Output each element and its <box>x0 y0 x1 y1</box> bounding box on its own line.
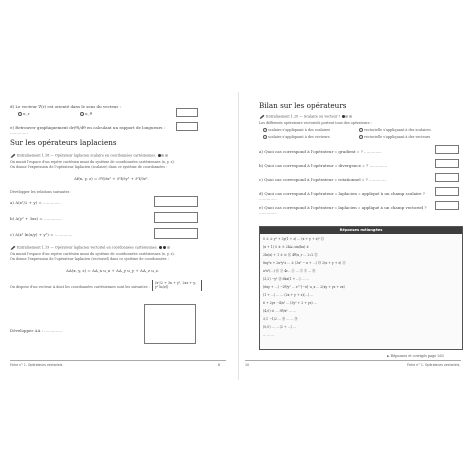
answer-row: (3,2) −y² ⑱ 8kx(1 + ...) ... ... <box>263 277 309 281</box>
ex1-text2: On donne l'expression de l'opérateur laplacien (scalaire) dans ce système de coordonnées : <box>10 165 168 169</box>
footer-right-title: Fiche n° 1. Opérateurs vectoriels <box>407 363 460 367</box>
question-c: c) Quoi cas correspond à l'opérateur « rotationnel » ? .............. <box>259 177 387 182</box>
item-e: e) Retrouver graphiquement dr(θ)/dθ en calculant un rapport de longueurs : .............. <box>10 125 166 135</box>
answer-row: 8xy²z + 2x³y²z ... ④ (3x² − x + ...) ⑭ 2(x + y + z) ⑮ <box>263 261 346 265</box>
ex1-develop: Développer les relations suivantes : <box>10 190 72 194</box>
pen-icon <box>10 153 16 158</box>
answer-row: (1 + ...) ... ... (2x + y + z)(...) ... <box>263 293 314 297</box>
answers-note[interactable]: ► Réponses et corrigés page 263 <box>387 354 444 358</box>
ex2-text2: On donne l'expression de l'opérateur laplacien (vectoriel) dans ce système de coordonnées : <box>10 257 169 261</box>
answer-row: (6xy + ...) −2θ/y² ... e^{−x} u_x ... 2(xy + yz + zx) <box>263 285 345 289</box>
intro-text: Les différents opérateurs vectoriels portent tous des opérateurs : <box>259 121 372 125</box>
option-d[interactable]: vectorielle s'appliquant à des vecteurs <box>359 135 430 140</box>
difficulty-dot <box>161 154 164 157</box>
ex2-vector: (x²/2 + 3x + y², 2xz + y, y² ln(z)) <box>152 280 202 291</box>
difficulty-dot <box>167 246 170 249</box>
answer-box-e[interactable] <box>176 122 198 131</box>
ex2-develop: Développer ΔA : .............. <box>10 328 63 333</box>
option-a-circle[interactable] <box>263 128 267 132</box>
section-title-laplacians: Sur les opérateurs laplaciens <box>10 138 117 147</box>
answer-box-ex1-b[interactable] <box>154 212 198 223</box>
radio-circle[interactable] <box>18 112 22 116</box>
footer-right-page-number: 10 <box>245 363 250 367</box>
difficulty-dot <box>158 154 161 157</box>
left-page <box>4 92 231 380</box>
answer-box-ex2[interactable] <box>144 304 196 344</box>
answer-row: ... ... ... <box>263 333 275 337</box>
answer-row: (4,0) ⑧ ... 3θ/x² ... ... <box>263 309 296 313</box>
answer-row: 0 ① ② y² + 3y(1 + z) ... (x + y + z)² ⑬ <box>263 237 324 241</box>
pen-icon <box>259 114 265 119</box>
difficulty-dot <box>165 154 168 157</box>
ex2-text1: On munit l'espace d'un repère cartésien muni du système de coordonnées cartésiennes (x, y, z). <box>10 252 175 256</box>
answer-box-qe[interactable] <box>435 201 459 210</box>
difficulty-dot <box>349 115 352 118</box>
answer-row: (x + 1) 0 ⑥ ⑦ 2kA₀ sin(kx) ⑨ <box>263 245 310 249</box>
difficulty-dot <box>159 246 162 249</box>
ex1-a: a) Δ(x²/2 + y) = .............. <box>10 200 61 205</box>
difficulty-dot <box>342 115 345 118</box>
answer-row: 2ln(x) + 1 ③ ⑩ ⑪ 4θ/u_r ... 2√2 ⑫ <box>263 253 318 257</box>
item-d: d) Le vecteur ∇(r) est orienté dans le sens du vecteur : <box>10 104 121 109</box>
choice-a[interactable]: u_r <box>18 111 30 116</box>
option-b[interactable]: vectorielle s'appliquant à des scalaires <box>359 128 431 133</box>
footer-left-title: Fiche n° 1. Opérateurs vectoriels <box>10 363 63 367</box>
answers-panel <box>259 226 463 350</box>
question-b: b) Quoi cas correspond à l'opérateur « divergence » ? .............. <box>259 163 388 168</box>
ex2-text3: On dispose d'un vecteur A dont les coordonnées cartésiennes sont les suivantes : <box>10 285 150 289</box>
pen-icon <box>10 245 16 250</box>
difficulty-dot <box>345 115 348 118</box>
answer-box-qc[interactable] <box>435 173 459 182</box>
option-c-circle[interactable] <box>263 135 267 139</box>
radio-circle[interactable] <box>80 112 84 116</box>
section-title-bilan: Bilan sur les opérateurs <box>259 101 347 110</box>
question-e: e) Quoi cas correspond à l'opérateur « laplacien » appliqué à un champ vectoriel ? .............. <box>259 205 427 215</box>
choice-b[interactable]: u_θ <box>80 111 92 116</box>
right-page <box>238 92 464 380</box>
answer-row: (0,0) ... ... (2 + ...) ... <box>263 325 296 329</box>
ex1-c: c) Δ(x² ln(x/y) + y²) = .............. <box>10 232 73 237</box>
option-a[interactable]: scalaire s'appliquant à des scalaires <box>263 128 330 133</box>
answer-row: 6 + 2yz −4/x³ ... (3y² + 2 + yz) ... <box>263 301 317 305</box>
answer-row: 3,1 −1/2 ... ⑲ ... ... ⑳ <box>263 317 298 321</box>
answer-box-qa[interactable] <box>435 145 459 154</box>
answer-box-ex1-a[interactable] <box>154 196 198 207</box>
ex1-b: b) Δ(y² + 3xz) = .............. <box>10 216 62 221</box>
answer-box-qb[interactable] <box>435 159 459 168</box>
option-c[interactable]: scalaire s'appliquant à des vecteurs <box>263 135 330 140</box>
difficulty-dot <box>163 246 166 249</box>
question-d: d) Quoi cas correspond à l'opérateur « laplacien » appliqué à un champ scalaire ? .............. <box>259 191 425 201</box>
exercise-1-18-title: Entraînement 1.18 — Opérateur laplacien scalaire en coordonnées cartésiennes. <box>10 153 226 158</box>
ex2-formula: ΔA(x, y, z) = ΔA_x u_x + ΔA_y u_y + ΔA_z u_z. <box>66 268 160 273</box>
exercise-1-20-title: Entraînement 1.20 — Scalaire ou vecteur ? <box>259 114 459 119</box>
footer-rule <box>10 360 226 361</box>
footer-left-page-number: 8 <box>218 363 221 367</box>
answer-row: a²x²(...) ⑯ ⑰ 4r... ⑰ ... ③ ③ ... ⑳ <box>263 269 316 273</box>
footer-rule <box>245 360 461 361</box>
option-b-circle[interactable] <box>359 128 363 132</box>
exercise-1-19-title: Entraînement 1.19 — Opérateur laplacien vectoriel en coordonnées cartésiennes. <box>10 245 226 250</box>
option-d-circle[interactable] <box>359 135 363 139</box>
ex1-formula: Δf(x, y, z) = ∂²f/∂x² + ∂²f/∂y² + ∂²f/∂z². <box>74 176 149 181</box>
answer-box-qd[interactable] <box>435 187 459 196</box>
answer-box-d[interactable] <box>176 108 198 117</box>
answers-panel-title: Réponses mélangées <box>260 227 462 234</box>
ex1-text1: On munit l'espace d'un repère cartésien muni du système de coordonnées cartésiennes (x, y, z). <box>10 160 175 164</box>
answer-box-ex1-c[interactable] <box>154 228 198 239</box>
question-a: a) Quoi cas correspond à l'opérateur « gradient » ? .............. <box>259 149 382 154</box>
